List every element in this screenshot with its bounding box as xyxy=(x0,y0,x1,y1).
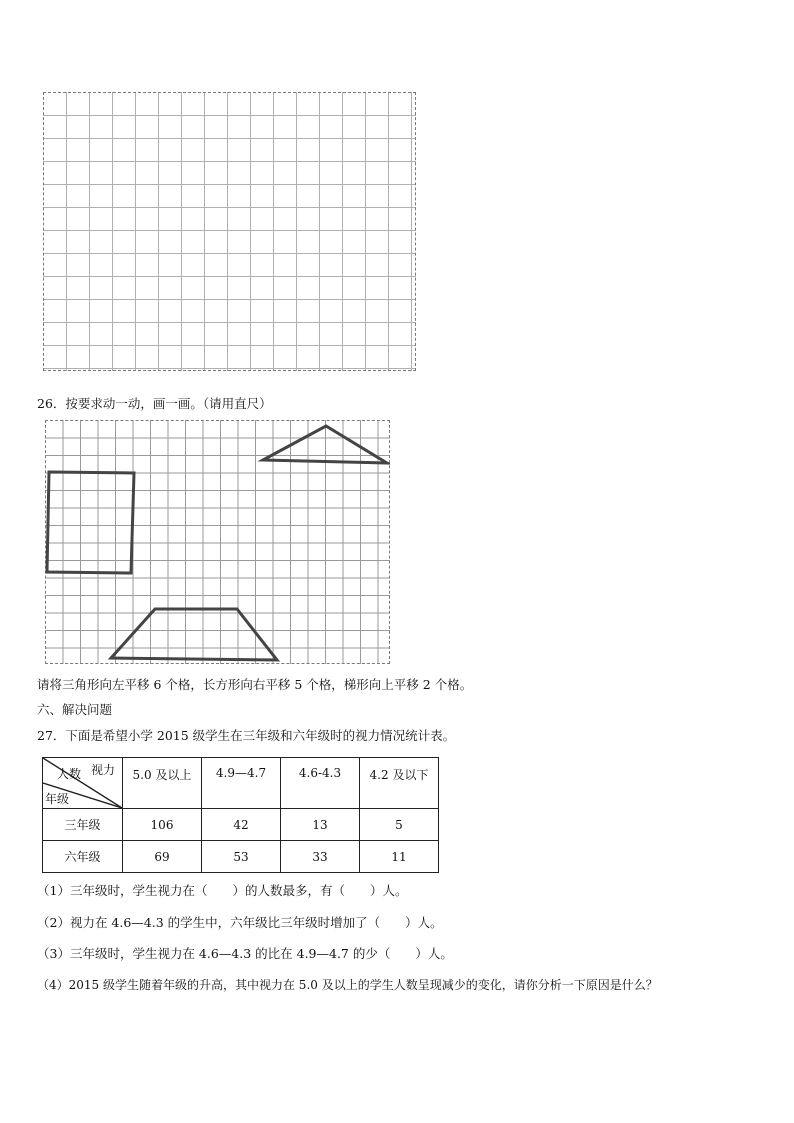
col-header: 4.9—4.7 xyxy=(202,758,281,809)
q27-title: 27．下面是希望小学 2015 级学生在三年级和六年级时的视力情况统计表。 xyxy=(37,728,456,743)
table-cell: 11 xyxy=(360,841,439,873)
q26-title: 26．按要求动一动，画一画。（请用直尺） xyxy=(37,396,272,411)
rectangle-shape xyxy=(47,472,134,573)
q26-drawing-area xyxy=(45,420,390,664)
table-header-row xyxy=(43,758,439,809)
corner-top-right: 视力 xyxy=(91,763,116,777)
table-cell: 33 xyxy=(281,841,360,873)
table-cell: 106 xyxy=(123,809,202,841)
q27-subquestion-2: （2）视力在 4.6—4.3 的学生中，六年级比三年级时增加了（ ）人。 xyxy=(37,915,443,930)
trapezoid-shape xyxy=(111,609,277,660)
table-cell: 53 xyxy=(202,841,281,873)
q27-subquestion-4: （4）2015 级学生随着年级的升高，其中视力在 5.0 及以上的学生人数呈现减少的变化，请你分析一下原因是什么？ xyxy=(37,978,658,992)
col-header: 4.2 及以下 xyxy=(360,758,439,809)
table-cell: 13 xyxy=(281,809,360,841)
col-header: 4.6-4.3 xyxy=(281,758,360,809)
q26-instruction: 请将三角形向左平移 6 个格，长方形向右平移 5 个格，梯形向上平移 2 个格。 xyxy=(37,677,473,692)
table-row xyxy=(43,841,439,873)
top-answer-grid xyxy=(43,92,416,371)
row-label: 三年级 xyxy=(43,809,123,841)
col-header: 5.0 及以上 xyxy=(123,758,202,809)
q27-subquestion-1: （1）三年级时，学生视力在（ ）的人数最多，有（ ）人。 xyxy=(37,883,408,898)
vision-stats-table xyxy=(42,757,439,873)
table-cell: 69 xyxy=(123,841,202,873)
section-6-title: 六、解决问题 xyxy=(37,702,113,717)
table-corner-cell xyxy=(43,758,123,809)
q27-subquestion-3: （3）三年级时，学生视力在 4.6—4.3 的比在 4.9—4.7 的少（ ）人。 xyxy=(37,946,453,961)
table-cell: 5 xyxy=(360,809,439,841)
table-cell: 42 xyxy=(202,809,281,841)
table-row xyxy=(43,809,439,841)
corner-middle: 人数 xyxy=(57,767,82,781)
triangle-shape xyxy=(263,426,387,463)
corner-bottom-left: 年级 xyxy=(45,792,70,806)
row-label: 六年级 xyxy=(43,841,123,873)
q26-shapes xyxy=(45,420,390,664)
